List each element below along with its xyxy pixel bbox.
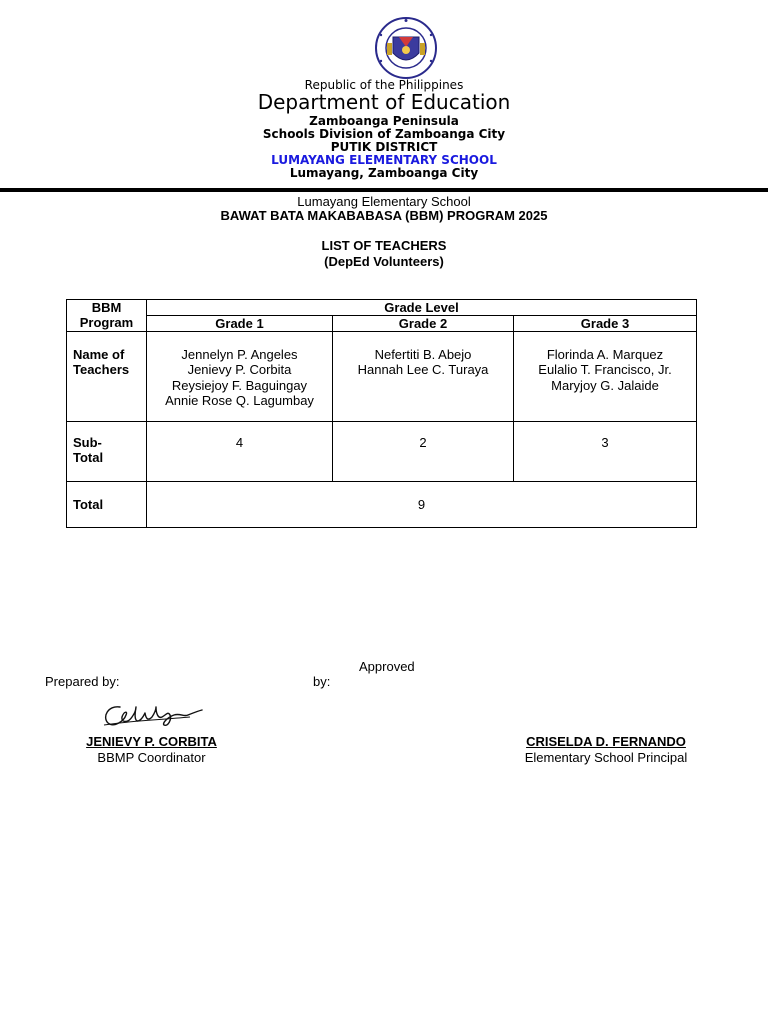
total-row-label: Total bbox=[67, 482, 147, 528]
prepared-by-label: Prepared by: bbox=[45, 674, 120, 689]
grade-header: Grade 1 bbox=[147, 316, 333, 332]
list-subtitle: (DepEd Volunteers) bbox=[324, 254, 444, 269]
preparer-title: BBMP Coordinator bbox=[97, 750, 206, 765]
total-cell: 9 bbox=[147, 482, 697, 528]
grade-header: Grade 2 bbox=[333, 316, 514, 332]
subtotal-row-label: Sub- Total bbox=[67, 422, 147, 482]
header-divider bbox=[0, 188, 768, 192]
header-school: LUMAYANG ELEMENTARY SCHOOL bbox=[271, 153, 497, 167]
teacher-name: Florinda A. Marquez bbox=[546, 347, 664, 362]
grade2-teachers bbox=[333, 332, 514, 422]
header-address: Lumayang, Zamboanga City bbox=[289, 166, 479, 180]
subtotal-cell: 4 bbox=[147, 422, 333, 482]
approver-name: CRISELDA D. FERNANDO bbox=[526, 734, 686, 749]
teachers-table bbox=[66, 299, 697, 528]
teacher-name: Reysiejoy F. Baguingay bbox=[171, 377, 308, 393]
approved-label: Approved bbox=[359, 659, 415, 674]
corner-header: BBM Program bbox=[67, 300, 147, 332]
deped-seal-logo bbox=[369, 17, 443, 79]
list-title: LIST OF TEACHERS bbox=[321, 238, 447, 253]
handwritten-signature bbox=[98, 699, 204, 731]
preparer-name: JENIEVY P. CORBITA bbox=[86, 734, 217, 749]
names-row-label: Name of Teachers bbox=[67, 332, 147, 422]
program-title: BAWAT BATA MAKABABASA (BBM) PROGRAM 2025 bbox=[220, 208, 548, 223]
teacher-name: Jennelyn P. Angeles bbox=[181, 347, 298, 362]
teacher-name: Eulalio T. Francisco, Jr. bbox=[538, 362, 672, 378]
header-division: Schools Division of Zamboanga City bbox=[262, 127, 506, 141]
approved-by-label: by: bbox=[313, 674, 331, 689]
header-department: Department of Education bbox=[257, 90, 511, 114]
grade1-teachers bbox=[147, 332, 333, 422]
school-name-title: Lumayang Elementary School bbox=[297, 194, 471, 209]
grade-level-header: Grade Level bbox=[147, 300, 697, 316]
grade3-teachers bbox=[514, 332, 697, 422]
grade-header: Grade 3 bbox=[514, 316, 697, 332]
teacher-name: Hannah Lee C. Turaya bbox=[357, 362, 489, 378]
teacher-name: Maryjoy G. Jalaide bbox=[551, 377, 659, 393]
subtotal-cell: 3 bbox=[514, 422, 697, 482]
approver-title: Elementary School Principal bbox=[524, 750, 688, 765]
header-district: PUTIK DISTRICT bbox=[330, 140, 438, 154]
teacher-name: Annie Rose Q. Lagumbay bbox=[165, 392, 314, 408]
header-region: Zamboanga Peninsula bbox=[309, 114, 459, 128]
subtotal-cell: 2 bbox=[333, 422, 514, 482]
header-republic: Republic of the Philippines bbox=[304, 78, 464, 92]
teacher-name: Nefertiti B. Abejo bbox=[374, 347, 472, 362]
teacher-name: Jenievy P. Corbita bbox=[187, 362, 292, 378]
